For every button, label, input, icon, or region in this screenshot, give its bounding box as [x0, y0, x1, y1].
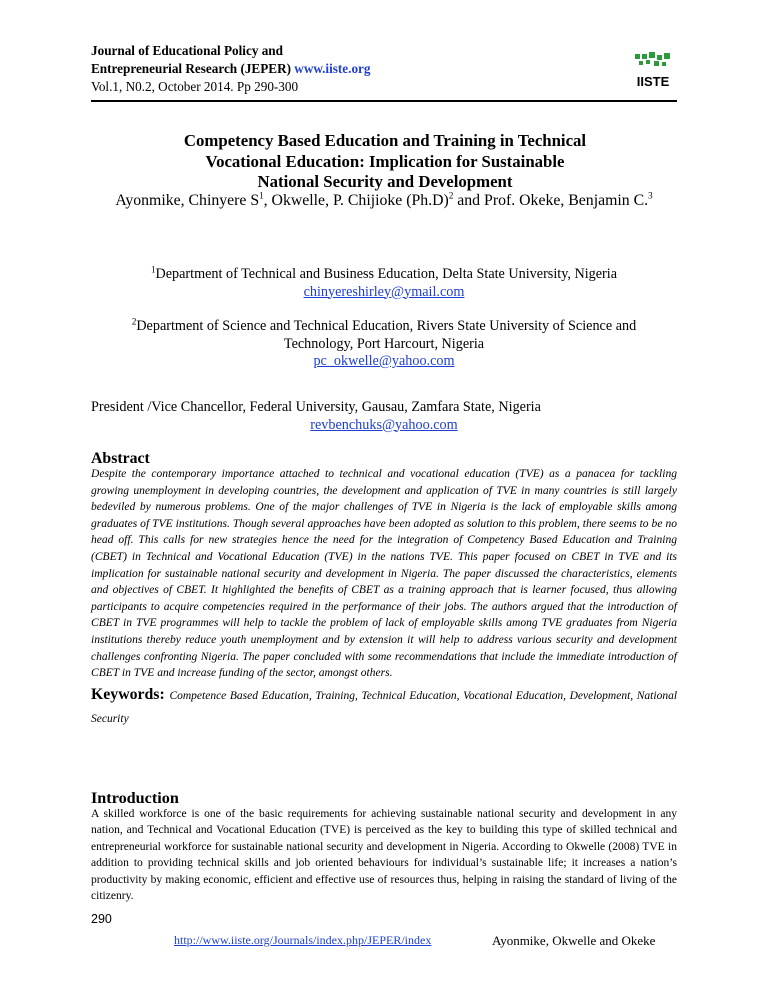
logo-wordmark: IISTE — [636, 74, 670, 89]
header-divider — [91, 100, 677, 102]
affiliation-3-email[interactable]: revbenchuks@yahoo.com — [310, 416, 458, 433]
title-line-3: National Security and Development — [257, 172, 513, 191]
title-line-1: Competency Based Education and Training in Technical — [183, 131, 587, 150]
abstract-heading: Abstract — [91, 450, 150, 467]
paper-title — [100, 131, 670, 193]
author-3: and Prof. Okeke, Benjamin C. — [453, 192, 649, 209]
author-1-sup: 1 — [259, 190, 264, 201]
journal-name-line2 — [91, 60, 651, 78]
journal-name-text: Entrepreneurial Research (JEPER) — [91, 61, 291, 76]
journal-name-line1: Journal of Educational Policy and — [91, 43, 283, 58]
volume-info: Vol.1, N0.2, October 2014. Pp 290-300 — [91, 79, 299, 94]
keywords — [91, 684, 677, 730]
footer-journal-link[interactable]: http://www.iiste.org/Journals/index.php/JEPER/index — [174, 933, 432, 947]
author-2-sup: 2 — [448, 190, 454, 201]
affiliation-3-text: President /Vice Chancellor, Federal University, Gausau, Zamfara State, Nigeria — [91, 399, 541, 415]
journal-site-link[interactable]: www.iiste.org — [294, 61, 371, 76]
keywords-label: Keywords: — [91, 686, 165, 703]
page-number: 290 — [91, 912, 112, 926]
introduction-body: A skilled workforce is one of the basic requirements for achieving sustainable national security and development in any nation, and Technical and Vocational Education (TVE) is perceived as the key to building this type of skilled technical and entrepreneurial workforce for sustainable national security and development in Nigeria. According to Okwelle (2008) TVE in addition to providing technical skills and job oriented behaviours for individual’s sustainable life; it increases a nation’s productivity by making economic, efficient and effective use of resources thus, helping in raising the standard of living of the citizenry. — [91, 808, 677, 903]
iiste-logo — [633, 52, 673, 94]
affiliation-2-line-1: Department of Science and Technical Education, Rivers State University of Science and — [136, 318, 637, 334]
affiliation-2-email[interactable]: pc_okwelle@yahoo.com — [313, 353, 455, 369]
affiliation-2-line-2: Technology, Port Harcourt, Nigeria — [283, 335, 485, 352]
abstract-body: Despite the contemporary importance attached to technical and vocational education (TVE) as a panacea for tackling growing unemployment in developing countries, the development and application of TVE in many countries is still largely bedeviled by numerous problems. One of the major challenges of TVE in Nigeria is the lack of employable skills among graduates of TVE institutions. Though several approaches have been adopted as solution to this problem, there seems to be no head off. This calls for new strategies hence the need for the integration of Competency Based Education and Training (CBET) in Technical and Vocational Education (TVE) in the nations TVE. This paper focused on CBET in TVE and its implication for sustainable national security and development in Nigeria. The paper discussed the characteristics, elements and objectives of CBET. It highlighted the benefits of CBET as a training approach that is learner focused, thus allowing participants to acquire competencies required in the performance of their jobs. The authors argued that the introduction of CBET in TVE programmes will help to tackle the problem of lack of employable skills among TVE graduates from Nigeria institutions thereby reduce youth unemployment and by extension it will help to address various security and development challenges confronting Nigeria. The paper concluded with some recommendations that include the immediate introduction of CBET in TVE and increase funding of the sector, amongst others. — [91, 468, 677, 680]
affiliation-1-text: Department of Technical and Business Education, Delta State University, Nigeria — [155, 266, 618, 282]
keywords-list: Competence Based Education, Training, Technical Education, Vocational Education, Development, National Security — [91, 690, 678, 725]
affiliation-2-sup: 2 — [131, 316, 137, 327]
affiliation-3 — [91, 399, 677, 434]
author-1: Ayonmike, Chinyere S — [115, 192, 260, 209]
affiliation-1 — [91, 266, 677, 301]
footer-authors: Ayonmike, Okwelle and Okeke — [492, 933, 656, 948]
title-line-2: Vocational Education: Implication for Sustainable — [205, 151, 565, 171]
journal-header — [91, 42, 651, 96]
affiliation-1-sup: 1 — [150, 264, 156, 275]
author-3-sup: 3 — [648, 190, 653, 201]
affiliation-2 — [91, 318, 677, 371]
affiliation-1-email[interactable]: chinyereshirley@ymail.com — [303, 283, 465, 300]
author-list — [91, 191, 677, 211]
introduction-heading: Introduction — [91, 789, 179, 807]
author-2: , Okwelle, P. Chijioke (Ph.D) — [263, 192, 449, 209]
